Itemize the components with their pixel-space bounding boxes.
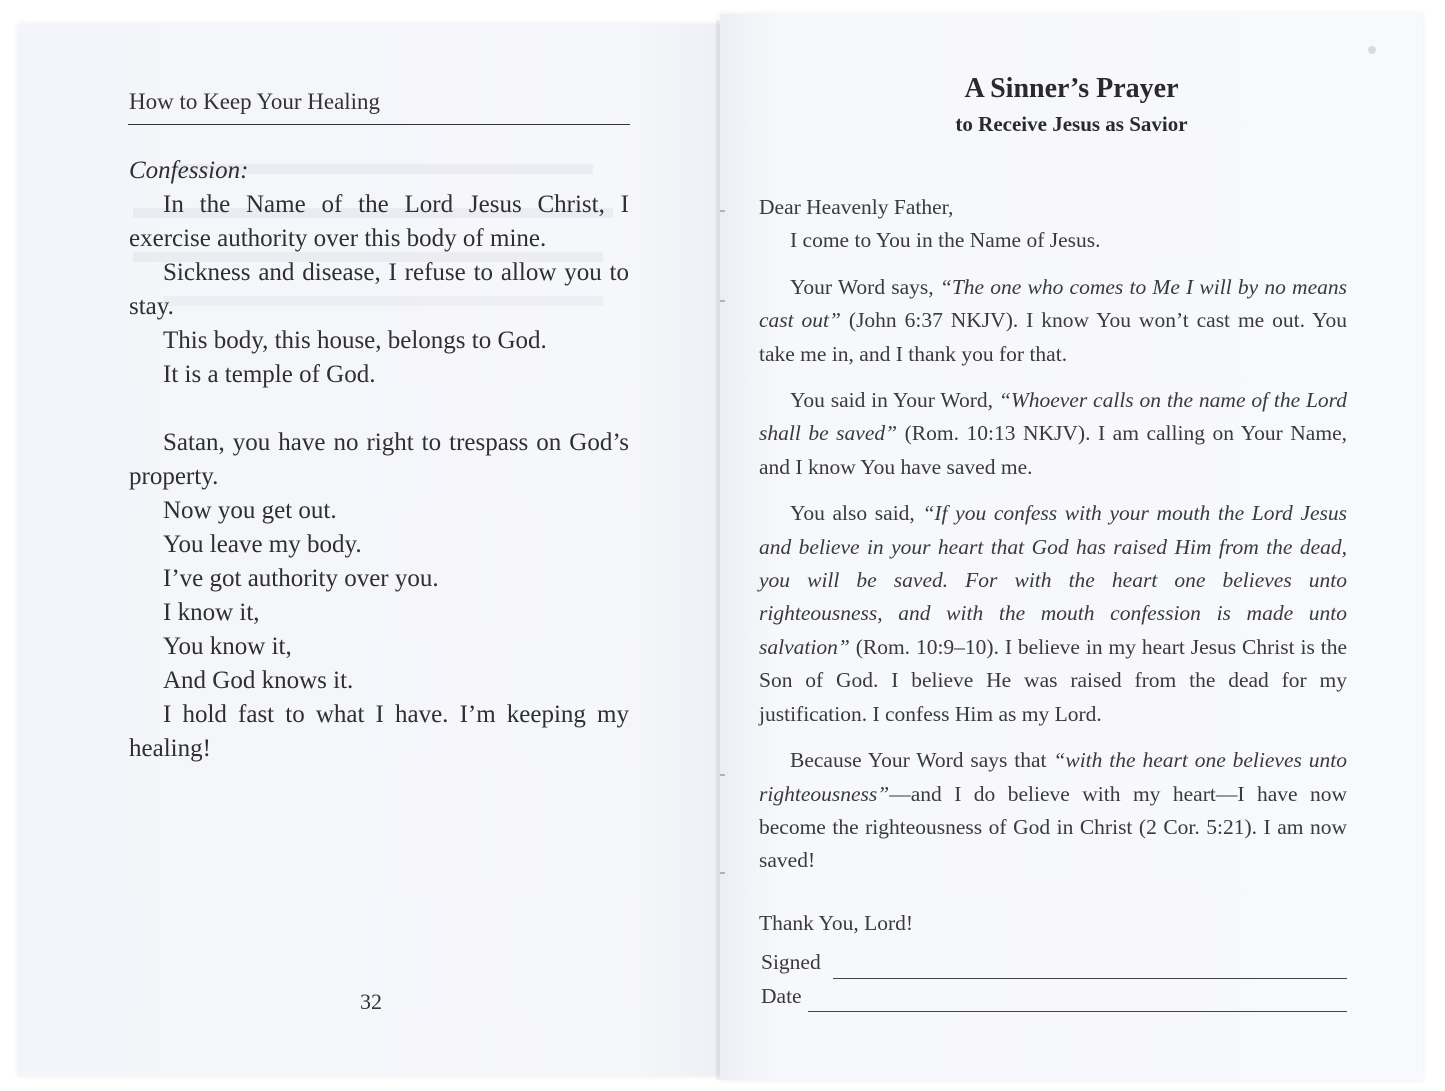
confession-line: Satan, you have no right to trespass on God’s property. — [129, 429, 629, 490]
header-rule — [128, 124, 630, 125]
margin-tick — [720, 210, 725, 212]
running-head: How to Keep Your Healing — [129, 89, 381, 114]
confession-line: You leave my body. — [163, 531, 362, 558]
prayer-subtitle: to Receive Jesus as Savior — [955, 112, 1188, 136]
prayer-paragraph — [759, 497, 1347, 731]
prayer-paragraph: I come to You in the Name of Jesus. — [790, 228, 1101, 253]
paper-speck — [1368, 46, 1376, 54]
paragraph-text: You said in Your Word, — [790, 388, 999, 413]
prayer-paragraph — [759, 271, 1347, 371]
margin-tick — [720, 774, 725, 776]
confession-line: And God knows it. — [163, 667, 354, 694]
scripture-quote: “If you confess with your mouth the Lord Jesus and believe in your heart that God has raised Him from the dead, you will be saved. For with the heart one believes unto righteousness, and with the mouth confession is made unto salvation” — [759, 501, 1348, 659]
paragraph-text: You also said, — [790, 501, 923, 526]
confession-line: I’ve got authority over you. — [163, 565, 439, 592]
paragraph-text: (Rom. 10:13 NKJV). I am calling on Your Name, and I know You have saved me. — [759, 421, 1347, 479]
prayer-body — [759, 191, 1347, 940]
confession-line: Now you get out. — [163, 497, 337, 524]
right-page — [720, 14, 1423, 1080]
closing-line: Thank You, Lord! — [759, 910, 914, 935]
paragraph-text: Because Your Word says that — [790, 748, 1054, 773]
margin-tick — [720, 300, 725, 302]
scripture-quote: “Whoever calls on the name of the Lord shall be saved” — [759, 388, 1348, 446]
signed-label: Signed — [761, 950, 821, 974]
prayer-title: A Sinner’s Prayer — [964, 73, 1179, 104]
signed-line[interactable] — [833, 978, 1347, 979]
confession-line: It is a temple of God. — [163, 361, 376, 388]
paragraph-text: —and I do believe with my heart—I have now become the righteousness of God in Christ (2 Cor. 5:21). I am now saved! — [759, 781, 1347, 873]
confession-line: I know it, — [163, 599, 260, 626]
confession-line: Sickness and disease, I refuse to allow you to stay. — [129, 259, 629, 320]
confession-text — [129, 154, 629, 766]
prayer-paragraph — [759, 384, 1347, 484]
paragraph-text: (John 6:37 NKJV). I know You won’t cast me out. You take me in, and I thank you for that. — [759, 308, 1347, 366]
left-page — [18, 24, 724, 1076]
confession-line: I hold fast to what I have. I’m keeping my healing! — [129, 701, 629, 762]
date-line[interactable] — [808, 1011, 1347, 1012]
confession-line: You know it, — [163, 633, 292, 660]
margin-tick — [720, 872, 725, 874]
prayer-paragraph — [759, 744, 1347, 878]
salutation: Dear Heavenly Father, — [759, 195, 954, 219]
page-number: 32 — [360, 989, 382, 1014]
confession-label: Confession: — [129, 157, 249, 184]
confession-line: This body, this house, belongs to God. — [163, 327, 547, 354]
paragraph-text: Your Word says, — [790, 274, 940, 299]
date-label: Date — [761, 984, 802, 1008]
paragraph-text: (Rom. 10:9–10). I believe in my heart Jesus Christ is the Son of God. I believe He was raised from the dead for my justification. I confess Him as my Lord. — [759, 634, 1347, 726]
confession-line: In the Name of the Lord Jesus Christ, I exercise authority over this body of mine. — [129, 191, 629, 252]
scripture-quote: “The one who comes to Me I will by no means cast out” — [759, 274, 1347, 333]
scripture-quote: “with the heart one believes unto righteousness” — [759, 748, 1347, 806]
